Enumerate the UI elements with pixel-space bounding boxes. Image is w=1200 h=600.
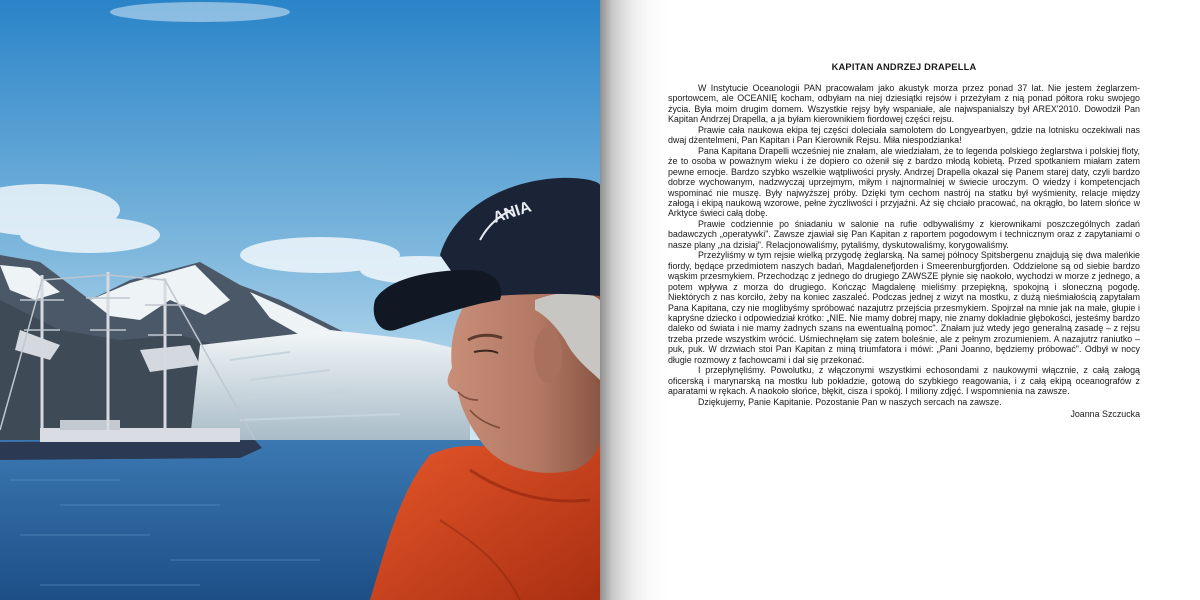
ear [534,327,562,383]
article [668,62,1140,420]
article-paragraph: Przeżyliśmy w tym rejsie wielką przygodę żeglarską. Na samej północy Spitsbergenu znajdują się dwa maleńkie fiordy, będące przedmiotem naszych badań, Magdalenefjorden i Smeerenburgfjorden. Oddzielone są od siebie bardzo wąskim przesmykiem. Przechodząc z jednego do drugiego ZAWSZE płynie się naokoło, wychodzi w morze z jednego, a potem wpływa z morza do drugiego. Kończąc Magdalenę mieliśmy przepiękną, spokojną i słoneczną pogodę. Niektórych z nas korciło, żeby na koniec zaszaleć. Podczas jednej z wizyt na mostku, z dużą nieśmiałością zapytałam Pana Kapitana, czy nie moglibyśmy spróbować nazajutrz przejścia przesmykiem. Spojrzał na mnie jak na małe, głupie i kapryśne dziecko i odpowiedział krótko: „NIE. Nie mamy dobrej mapy, nie znamy dokładnie głębokości, jesteśmy bardzo daleko od świata i nie mamy żadnych szans na ewentualną pomoc". Znałam już wtedy jego generalną zasadę – z rejsu trzeba przede wszystkim wrócić. Uśmiechnęłam się zatem boleśnie, ale z pełnym zrozumieniem. A nazajutrz raniutko – puk, puk. W drzwiach stoi Pan Kapitan z miną triumfatora i mówi: „Pani Joanno, będziemy próbować". Odbył w nocy długie rozmowy z fachowcami i dał się przekonać. [668,250,1140,365]
article-title: KAPITAN ANDRZEJ DRAPELLA [831,62,977,72]
article-paragraph: Prawie codziennie po śniadaniu w salonie na rufie odbywaliśmy z kierownikami poszczególnych zadań badawczych „operatywki". Zawsze zjawiał się Pan Kapitan z raportem pogodowym i technicznym oraz z zapytaniami o nasze plany „na dzisiaj". Relacjonowaliśmy, pytaliśmy, dyskutowaliśmy, korygowaliśmy. [668,218,1140,250]
article-paragraph: I przepłynęliśmy. Powolutku, z włączonymi wszystkimi echosondami z naukowymi włącznie, z całą załogą oficerską i marynarską na mostku lub pokładzie, gotową do szybkiego reagowania, i z całą ekipą oceanografów z aparatami w rękach. A naokoło słońce, błękit, cisza i spokój. I miliony zdjęć. I wspomnienia na zawsze. [668,365,1140,397]
text-page [660,0,1200,600]
cap-logo-text: ANIA [490,198,534,227]
article-paragraph: Pana Kapitana Drapelli wcześniej nie znałam, ale wiedziałam, że to legenda polskiego żeglarstwa i polskiej floty, że to osoba w poważnym wieku i że dopiero co ożenił się z bardzo młodą kobietą. Przed spotkaniem miałam zatem pewne emocje. Bardzo szybko wszelkie wątpliwości prysły. Andrzej Drapella okazał się Panem starej daty, czyli bardzo dobrze wychowanym, nadzwyczaj uprzejmym, miłym i najnormalniej w świecie uroczym. O wiedzy i kompetencjach wspominać nie muszę. Były najwyższej próby. Dzięki tym cechom nastrój na statku był wyśmienity, relacje między załogą i ekipą naukową wzorowe, pełne życzliwości i przyjaźni. Aż się chciało pracować, na okrągło, bo latem słońce w Arktyce świeci całą dobę. [668,145,1140,219]
author-signature: Joanna Szczucka [1070,409,1140,420]
article-paragraph: W Instytucie Oceanologii PAN pracowałam jako akustyk morza przez ponad 37 lat. Nie jestem żeglarzem-sportowcem, ale OCEANIĘ kocham, odbyłam na niej dziesiątki rejsów i przeżyłam z nią ponad półtora roku swojego życia. Była moim drugim domem. Wszystkie rejsy były wspaniałe, ale najwspanialszy był AREX'2010. Dowodził Pan Kapitan Andrzej Drapella, a ja byłam kierownikiem fiordowej części rejsu. [668,83,1140,125]
article-paragraph: Dziękujemy, Panie Kapitanie. Pozostanie Pan w naszych sercach na zawsze. [698,396,1002,407]
article-paragraph: Prawie cała naukowa ekipa tej części doleciała samolotem do Longyearbyen, gdzie na lotnisku oczekiwali nas dwaj dżentelmeni, Pan Kapitan i Pan Kierownik Rejsu. Miła niespodzianka! [668,124,1140,146]
glacier [190,330,470,440]
